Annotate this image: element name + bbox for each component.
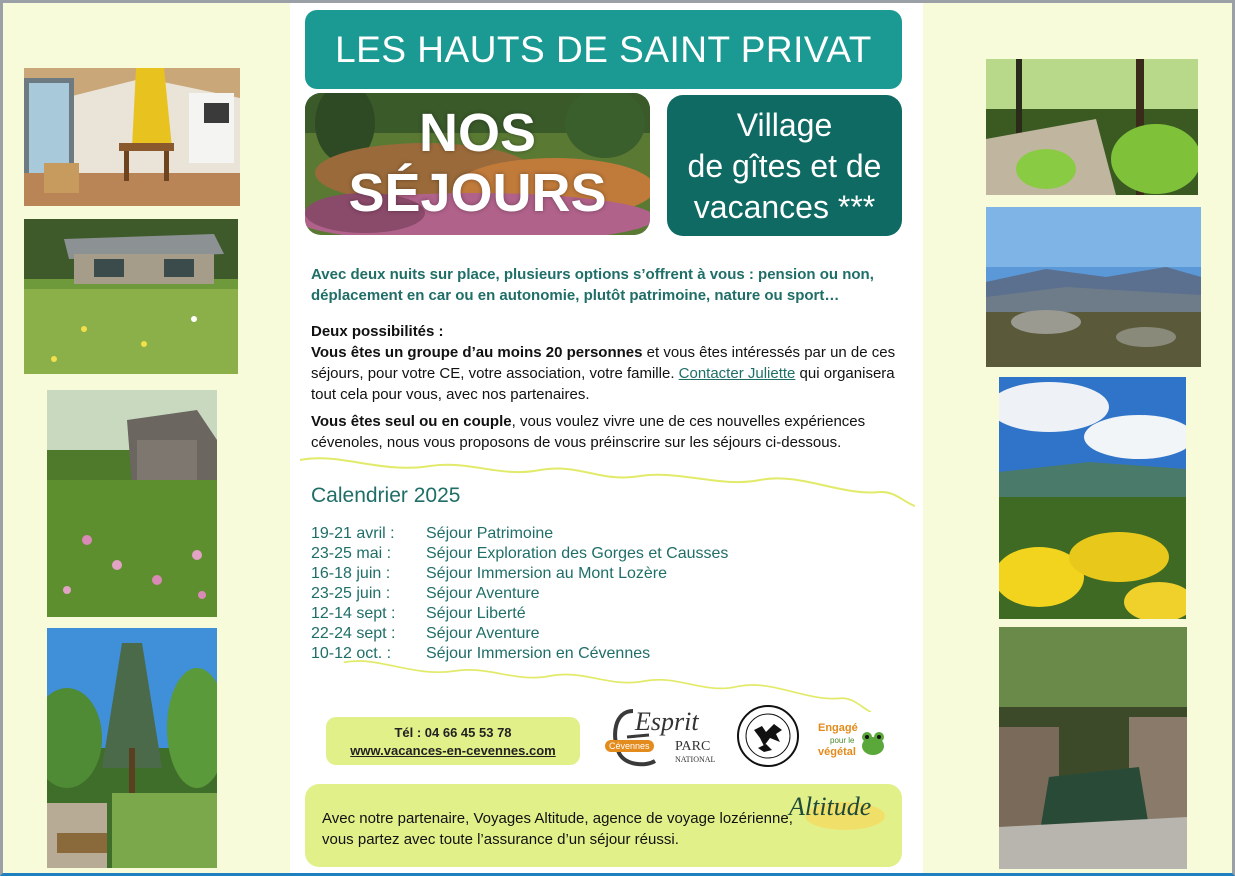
options-paragraph [311,321,896,405]
calendar-date: 12-14 sept : [311,605,396,622]
esprit-parc-logo [605,705,723,769]
village-line3: vacances *** [693,189,876,225]
parc-text: PARC [675,739,711,754]
altitude-text: Altitude [789,792,872,821]
calendar-date: 22-24 sept : [311,625,396,642]
sejours-banner [305,93,650,235]
national-text: NATIONAL [675,755,716,764]
calendar-label: Séjour Aventure [426,585,540,602]
calendar-row [311,624,811,644]
photo-gite-meadow [24,219,238,374]
calendar-label: Séjour Immersion en Cévennes [426,645,651,662]
phone-number: Tél : 04 66 45 53 78 [394,725,512,740]
photo-broom-valley [999,377,1186,619]
photo-river-gorge [999,627,1187,869]
calendar-date: 23-25 juin : [311,585,391,602]
calendar-label: Séjour Immersion au Mont Lozère [426,565,667,582]
group-text-end: qui organisera tout cela pour vous, avec nos partenaires. [311,365,895,403]
village-banner [667,95,902,236]
partner-box [305,784,902,867]
solo-bold: Vous êtes seul ou en couple [311,413,512,430]
photo-tree-path [47,628,217,868]
calendar-date: 10-12 oct. : [311,645,392,662]
calendar-row [311,564,811,584]
calendar-row [311,584,811,604]
calendar-date: 16-18 juin : [311,565,391,582]
calendar-row [311,544,811,564]
village-line1: Village [736,107,833,143]
vegetal-line2: pour le [830,736,855,745]
sejours-line1: NOS [418,103,537,163]
calendar-date: 19-21 avril : [311,525,395,542]
vegetal-line3: végétal [818,746,856,758]
website-link[interactable]: www.vacances-en-cevennes.com [350,743,556,758]
calendar-label: Séjour Liberté [426,605,526,622]
calendar-date: 23-25 mai : [311,545,392,562]
intro-text: Avec deux nuits sur place, plusieurs options s’offrent à vous : pension ou non, déplacement en car ou en autonomie, plutôt patrimoine, nature ou sport… [311,266,874,304]
vegetal-line1: Engagé [818,722,858,734]
village-line2: de gîtes et de [687,148,882,184]
group-text: et vous êtes intéressés par un de ces séjours, pour votre CE, votre association, votre famille. [311,344,896,382]
bird-seal-icon [736,704,800,768]
calendar-label: Séjour Exploration des Gorges et Causses [426,545,729,562]
calendar-row [311,524,811,544]
photo-mountain-view [986,207,1201,367]
altitude-logo [785,790,890,830]
solo-paragraph [311,411,896,453]
vegetal-logo [812,722,888,762]
contact-juliette-link[interactable]: Contacter Juliette [678,365,796,382]
frog-icon [858,728,888,758]
calendar-label: Séjour Aventure [426,625,540,642]
partner-text: Avec notre partenaire, Voyages Altitude, agence de voyage lozérienne, vous partez avec toute l’assurance d’un séjour réussi. [322,810,793,848]
page-title: LES HAUTS DE SAINT PRIVAT [305,10,902,89]
calendar-title: Calendrier 2025 [311,484,461,507]
cevennes-badge: Cévennes [605,740,654,752]
calendar-label: Séjour Patrimoine [426,525,554,542]
calendar-row [311,604,811,624]
photo-gite-interior [24,68,240,206]
photo-stone-house-flowers [47,390,217,617]
photo-forest-ferns [986,59,1198,195]
sejours-line2: SÉJOURS [348,163,607,223]
options-heading: Deux possibilités : [311,323,444,340]
solo-text: , vous voulez vivre une de ces nouvelles expériences cévenoles, nous vous proposons de vous préinscrire sur les séjours ci-dessous. [311,413,866,451]
calendar-row [311,644,811,664]
contact-box [326,717,580,765]
esprit-text: Esprit [635,707,699,736]
group-bold: Vous êtes un groupe d’au moins 20 personnes [311,344,643,361]
calendar-list [311,524,811,664]
biodiversity-seal [736,704,800,768]
